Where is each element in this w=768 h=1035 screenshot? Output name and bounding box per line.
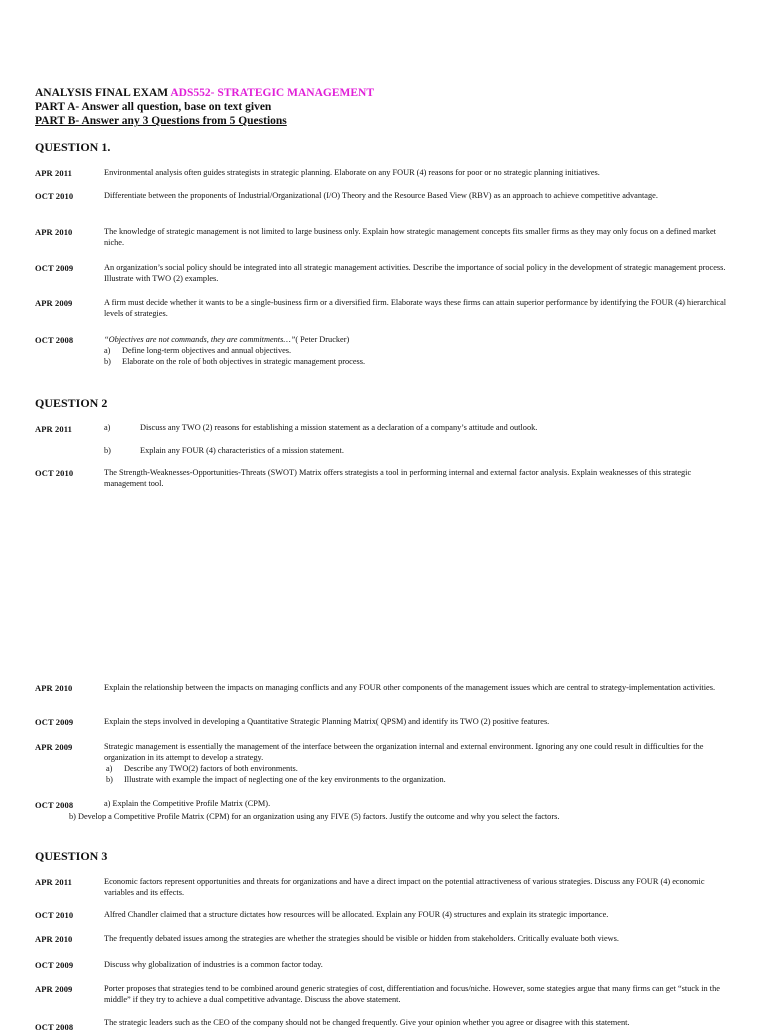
question-2-heading: QUESTION 2 — [35, 396, 108, 410]
quote: “Objectives are not commands, they are commitments…” — [104, 335, 296, 344]
sub-item: b) Elaborate on the role of both objectives in strategic management process. — [104, 357, 366, 366]
q1-text: The knowledge of strategic management is not limited to large business only. Explain how strategic management concepts fits smaller firms as they may only focus on a defined market niche. — [104, 227, 716, 247]
sub-item: a) Describe any TWO(2) factors of both environments. — [106, 764, 298, 773]
q2-date: APR 2011 — [35, 424, 72, 434]
q3-text: The frequently debated issues among the strategies are whether the strategies should be visible or hidden from stakeholders. Critically evaluate both views. — [104, 934, 619, 943]
q1-text — [104, 334, 734, 367]
q1-date: OCT 2008 — [35, 335, 74, 345]
question-3-heading: QUESTION 3 — [35, 849, 108, 863]
q2-text: b) Develop a Competitive Profile Matrix (CPM) for an organization using any FIVE (5) factors. Justify the outcome and why you select the factors. — [69, 812, 560, 821]
q1-text: Differentiate between the proponents of Industrial/Organizational (I/O) Theory and the Resource Based View (RBV) as an approach to achieve competitive advantage. — [104, 191, 658, 200]
q1-date: APR 2009 — [35, 298, 73, 308]
part-b-instruction: PART B- Answer any 3 Questions from 5 Questions — [35, 115, 287, 127]
q2-text: Explain the relationship between the impacts on managing conflicts and any FOUR other components of the management issues which are central to strategy-implementation activities. — [104, 683, 716, 692]
q2-date: OCT 2009 — [35, 717, 74, 727]
sub-item: b) Illustrate with example the impact of neglecting one of the key environments to the organization. — [106, 775, 446, 784]
q3-date: OCT 2009 — [35, 960, 74, 970]
exam-title — [35, 86, 374, 100]
q1-text: A firm must decide whether it wants to be a single-business firm or a diversified firm. Elaborate ways these firms can attain superior performance by identifying the FOUR (4) hierarchical levels of strategies. — [104, 298, 727, 318]
q3-date: OCT 2010 — [35, 910, 74, 920]
quote-line — [104, 334, 734, 345]
sub-item: a) Define long-term objectives and annual objectives. — [104, 346, 292, 355]
q2-date: APR 2009 — [35, 742, 73, 752]
q1-text: Environmental analysis often guides strategists in strategic planning. Elaborate on any FOUR (4) reasons for poor or no strategic planning initiatives. — [104, 168, 600, 177]
q2-date: OCT 2008 — [35, 800, 74, 810]
q3-date: APR 2009 — [35, 984, 73, 994]
q3-text: Alfred Chandler claimed that a structure dictates how resources will be allocated. Explain any FOUR (4) structures and explain its strategic importance. — [104, 910, 609, 919]
question-1-heading: QUESTION 1. — [35, 140, 111, 154]
part-a-instruction: PART A- Answer all question, base on text given — [35, 101, 272, 113]
quote-source: ( Peter Drucker) — [295, 335, 350, 344]
q1-date: APR 2011 — [35, 168, 72, 178]
q1-date: OCT 2010 — [35, 191, 74, 201]
q1-date: APR 2010 — [35, 227, 73, 237]
q3-date: APR 2011 — [35, 877, 72, 887]
q2-text: Discuss any TWO (2) reasons for establishing a mission statement as a declaration of a company’s attitude and outlook. — [140, 423, 538, 432]
question-stem: Strategic management is essentially the management of the interface between the organization internal and external environment. Ignoring any one could result in difficulties for the organization in its attempt to develop a strategy. — [104, 742, 704, 762]
q3-text: The strategic leaders such as the CEO of the company should not be changed frequently. Give your opinion whether you agree or disagree with this statement. — [104, 1018, 630, 1027]
q2-text: The Strength-Weaknesses-Opportunities-Threats (SWOT) Matrix offers strategists a tool in performing internal and external factor analysis. Explain weaknesses of this strategic management tool. — [104, 468, 692, 488]
q3-text: Economic factors represent opportunities and threats for organizations and have a direct impact on the potential attractiveness of various strategies. Discuss any FOUR (4) economic variables and its effects. — [104, 877, 705, 897]
q3-text: Discuss why globalization of industries is a common factor today. — [104, 960, 323, 969]
q2-text — [104, 741, 734, 785]
cut-off-line — [35, 1017, 735, 1032]
q3-date: OCT 2008 — [35, 1022, 74, 1032]
q1-text: An organization’s social policy should be integrated into all strategic management activities. Describe the importance of social policy in the development of strategic management process. Illustrate with TWO (2) examples. — [104, 263, 726, 283]
q3-text: Porter proposes that strategies tend to be combined around generic strategies of cost, differentiation and focus/niche. However, some stategies argue that many firms can get “stuck in the middle” if they try to achieve a dual competitive advantage. Discuss the above statement. — [104, 984, 720, 1004]
q2-date: APR 2010 — [35, 683, 73, 693]
q2-text: Explain any FOUR (4) characteristics of a mission statement. — [140, 446, 344, 455]
q3-date: APR 2010 — [35, 934, 73, 944]
q2-text: Explain the steps involved in developing a Quantitative Strategic Planning Matrix( QPSM) and identify its TWO (2) positive features. — [104, 717, 550, 726]
q2-text: a) Explain the Competitive Profile Matrix (CPM). — [104, 799, 271, 808]
sub-item-label: a) — [104, 423, 111, 432]
course-code: ADS552- STRATEGIC MANAGEMENT — [170, 87, 374, 99]
sub-item-label: b) — [104, 446, 111, 455]
exam-title-prefix: ANALYSIS FINAL EXAM — [35, 87, 171, 99]
q1-date: OCT 2009 — [35, 263, 74, 273]
q2-date: OCT 2010 — [35, 468, 74, 478]
